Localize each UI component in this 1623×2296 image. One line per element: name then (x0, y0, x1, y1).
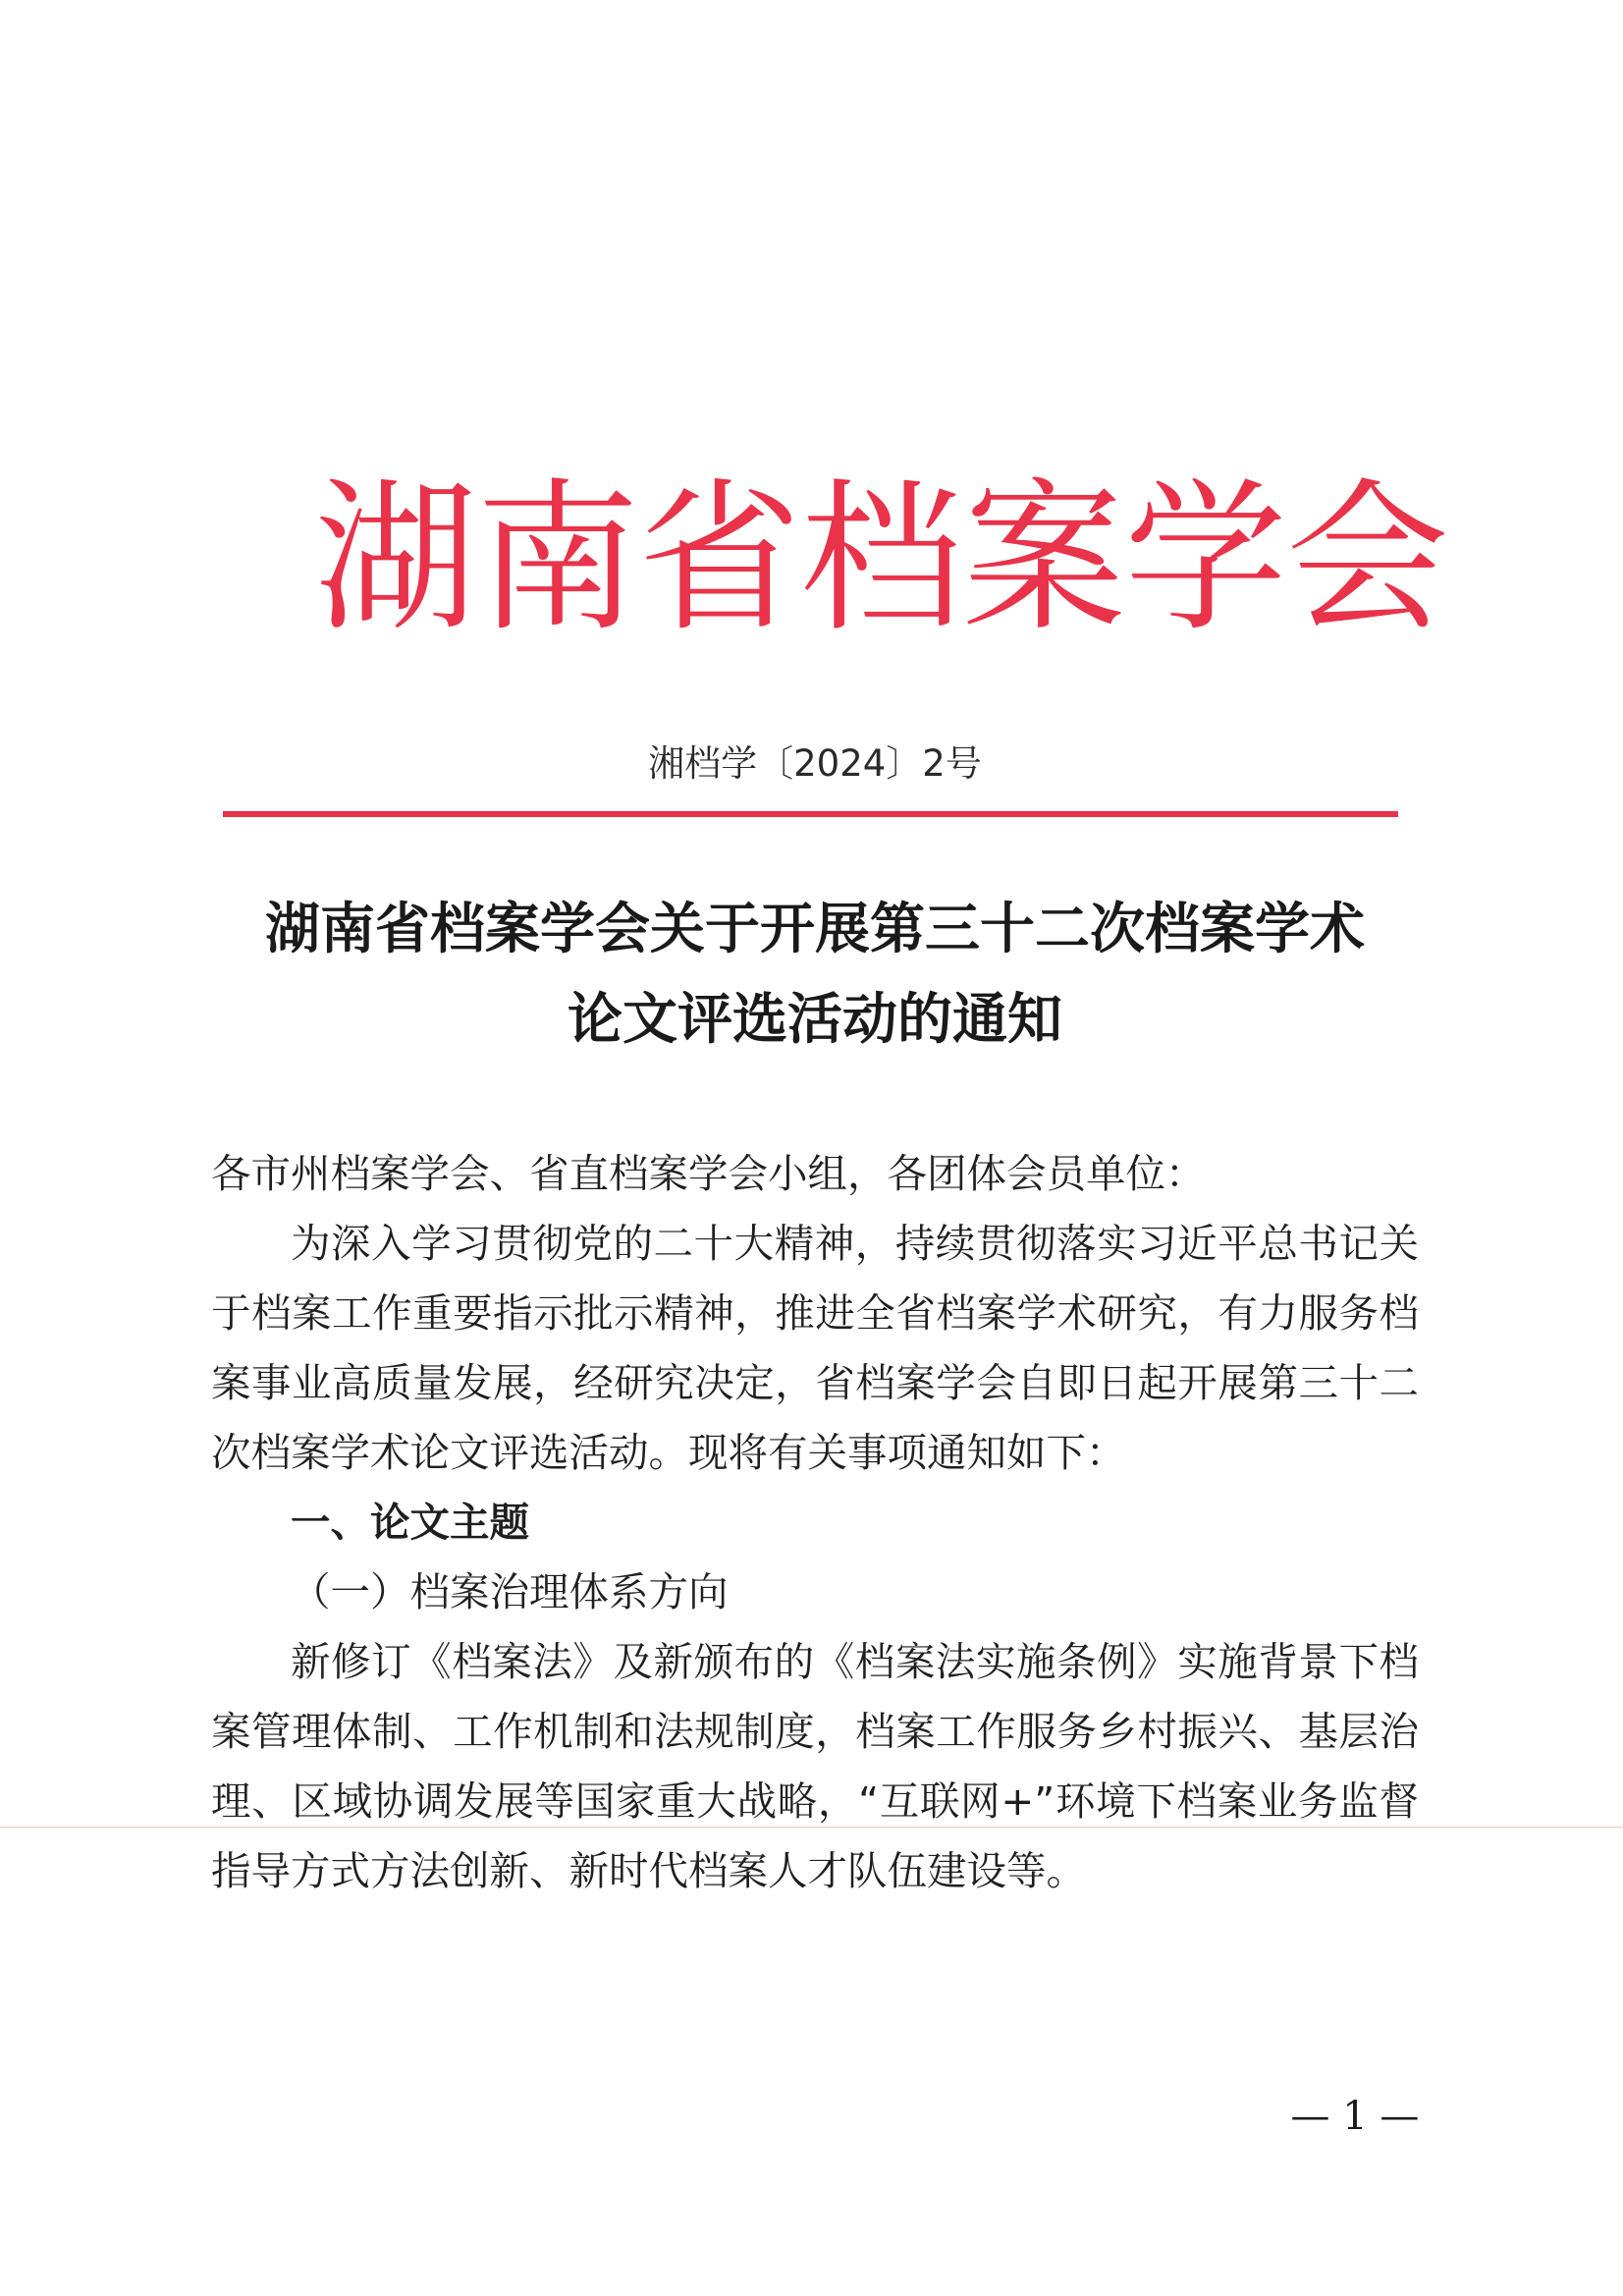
organization-letterhead: 湖南省档案学会 (314, 465, 1448, 654)
page-number: — 1 — (1290, 2094, 1420, 2139)
section-heading: 一、论文主题 (291, 1499, 529, 1546)
document-number: 湘档学〔2024〕2号 (648, 742, 982, 785)
subsection-paragraph: 新修订《档案法》及新颁布的《档案法实施条例》实施背景下档案管理体制、工作机制和法规制度，档案工作服务乡村振兴、基层治理、区域协调发展等国家重大战略，“互联网+”环境下档案业务监督指导方式方法创新、新时代档案人才队伍建设等。 (211, 1638, 1419, 1894)
salutation: 各市州档案学会、省直档案学会小组，各团体会员单位： (211, 1150, 1206, 1197)
red-separator-rule (223, 811, 1398, 817)
document-title-line-2: 论文评选活动的通知 (568, 987, 1062, 1052)
scan-artifact-line (0, 1827, 1623, 1828)
subsection-heading: （一）档案治理体系方向 (291, 1568, 729, 1615)
document-title (177, 884, 1453, 1065)
document-body (211, 1139, 1419, 1906)
intro-paragraph: 为深入学习贯彻党的二十大精神，持续贯彻落实习近平总书记关于档案工作重要指示批示精神，推进全省档案学术研究，有力服务档案事业高质量发展，经研究决定，省档案学会自即日起开展第三十二次档案学术论文评选活动。现将有关事项通知如下： (211, 1220, 1419, 1476)
document-title-line-1: 湖南省档案学会关于开展第三十二次档案学术 (265, 897, 1365, 961)
